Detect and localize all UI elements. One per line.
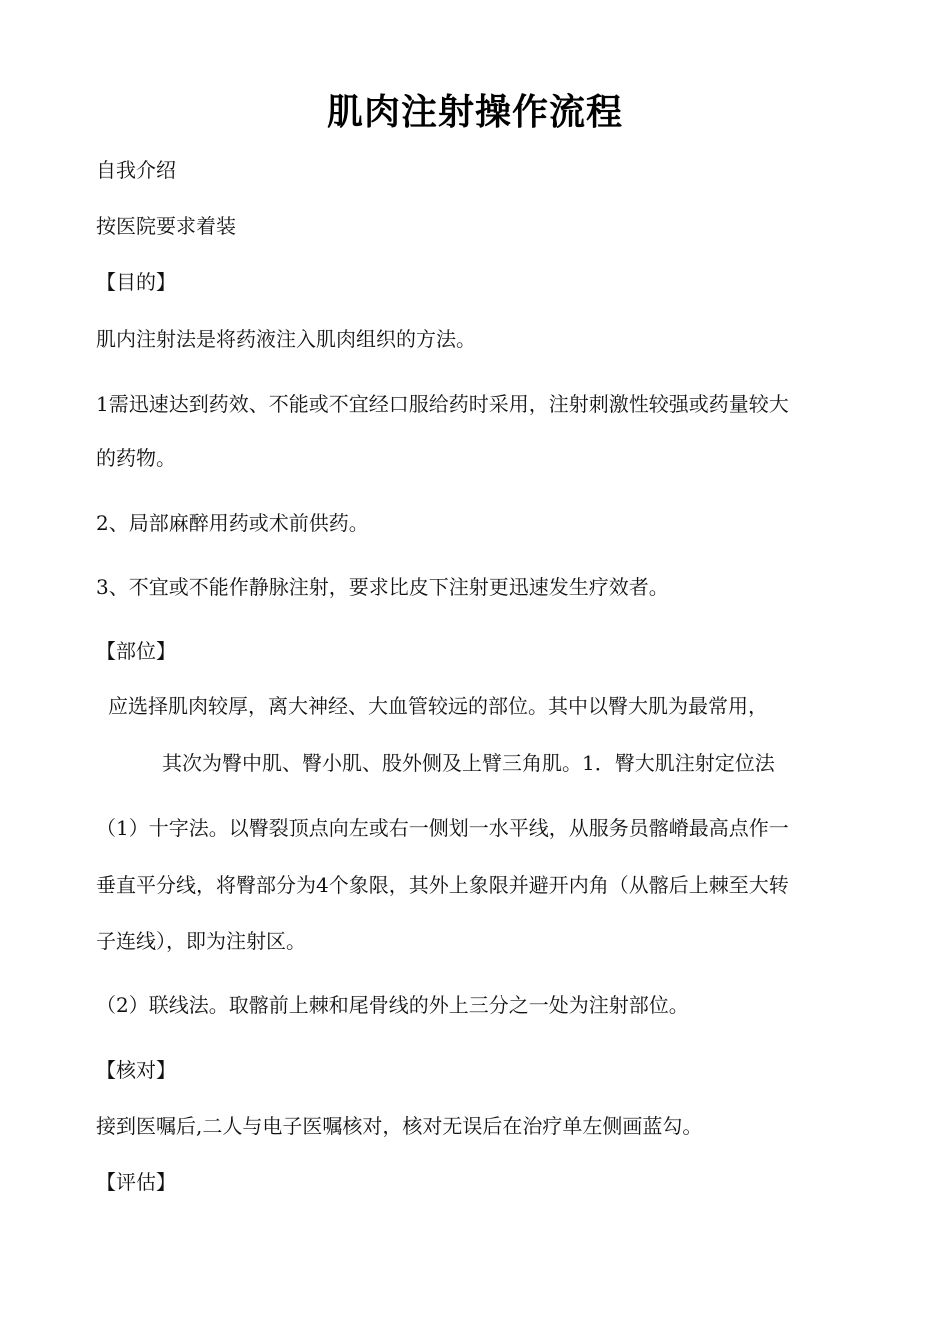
site-heading: 【部位】 (96, 639, 176, 663)
connect-method-line: （2）联线法。取髂前上棘和尾骨线的外上三分之一处为注射部位。 (96, 993, 689, 1017)
check-description: 接到医嘱后,二人与电子医嘱核对，核对无误后在治疗单左侧画蓝勾。 (96, 1114, 703, 1138)
purpose-item-1-line-2: 的药物。 (96, 446, 176, 470)
cross-method-line-3: 子连线），即为注射区。 (96, 929, 306, 953)
assess-heading: 【评估】 (96, 1170, 176, 1194)
dress-line: 按医院要求着装 (96, 214, 236, 238)
site-description-line-1: 应选择肌肉较厚，离大神经、大血管较远的部位。其中以臀大肌为最常用， (108, 694, 768, 718)
document-title: 肌肉注射操作流程 (326, 92, 623, 133)
site-description-line-2: 其次为臀中肌、臀小肌、股外侧及上臂三角肌。1．臀大肌注射定位法 (162, 751, 775, 775)
cross-method-line-2: 垂直平分线，将臀部分为4个象限，其外上象限并避开内角（从髂后上棘至大转 (96, 873, 789, 897)
purpose-item-3: 3、不宜或不能作静脉注射，要求比皮下注射更迅速发生疗效者。 (96, 575, 669, 599)
cross-method-line-1: （1）十字法。以臀裂顶点向左或右一侧划一水平线，从服务员髂嵴最高点作一 (96, 816, 789, 840)
purpose-item-1-line-1: 1需迅速达到药效、不能或不宜经口服给药时采用，注射刺激性较强或药量较大 (96, 392, 789, 416)
purpose-heading: 【目的】 (96, 270, 176, 294)
purpose-description: 肌内注射法是将药液注入肌肉组织的方法。 (96, 327, 476, 351)
intro-line: 自我介绍 (96, 158, 176, 182)
check-heading: 【核对】 (96, 1058, 176, 1082)
purpose-item-2: 2、局部麻醉用药或术前供药。 (96, 511, 369, 535)
